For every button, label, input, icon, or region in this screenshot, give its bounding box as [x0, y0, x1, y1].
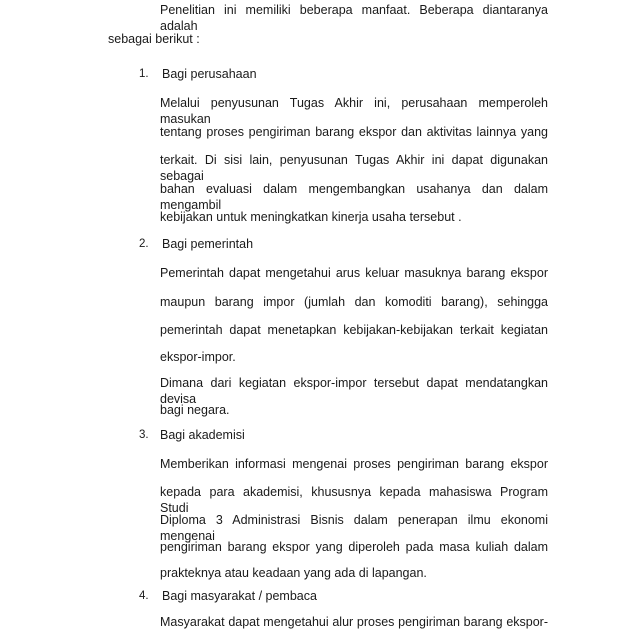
item-line: Diploma 3 Administrasi Bisnis dalam penerapan ilmu ekonomi mengenai — [160, 513, 548, 543]
item-line: Melalui penyusunan Tugas Akhir ini, perusahaan memperoleh masukan — [160, 96, 548, 126]
item-line: bahan evaluasi dalam mengembangkan usahanya dan dalam mengambil — [160, 182, 548, 212]
item-line: terkait. Di sisi lain, penyusunan Tugas Akhir ini dapat digunakan sebagai — [160, 153, 548, 183]
item-line: bagi negara. — [160, 403, 230, 417]
intro-line-1: Penelitian ini memiliki beberapa manfaat. Beberapa diantaranya adalah — [160, 3, 548, 33]
item-number: 2. — [139, 238, 149, 250]
item-line: prakteknya atau keadaan yang ada di lapangan. — [160, 566, 427, 580]
item-line: Pemerintah dapat mengetahui arus keluar masuknya barang ekspor — [160, 266, 548, 280]
item-line: maupun barang impor (jumlah dan komoditi barang), sehingga — [160, 295, 548, 309]
intro-line-2: sebagai berikut : — [108, 32, 200, 46]
item-number: 3. — [139, 429, 149, 441]
item-line: Memberikan informasi mengenai proses pengiriman barang ekspor — [160, 457, 548, 471]
item-line: tentang proses pengiriman barang ekspor dan aktivitas lainnya yang — [160, 125, 548, 139]
item-line: Dimana dari kegiatan ekspor-impor tersebut dapat mendatangkan devisa — [160, 376, 548, 406]
item-line: pengiriman barang ekspor yang diperoleh pada masa kuliah dalam — [160, 540, 548, 554]
item-heading: Bagi perusahaan — [162, 67, 257, 81]
item-line: Masyarakat dapat mengetahui alur proses pengiriman barang ekspor- — [160, 615, 548, 629]
item-number: 4. — [139, 590, 149, 602]
item-heading: Bagi akademisi — [160, 428, 245, 442]
item-heading: Bagi pemerintah — [162, 237, 254, 251]
item-line: pemerintah dapat menetapkan kebijakan-kebijakan terkait kegiatan — [160, 323, 548, 337]
item-number: 1. — [139, 68, 149, 80]
item-heading: Bagi masyarakat / pembaca — [162, 589, 317, 603]
item-line: kebijakan untuk meningkatkan kinerja usaha tersebut . — [160, 210, 462, 224]
item-line: ekspor-impor. — [160, 350, 236, 364]
item-line: kepada para akademisi, khususnya kepada mahasiswa Program Studi — [160, 485, 548, 515]
